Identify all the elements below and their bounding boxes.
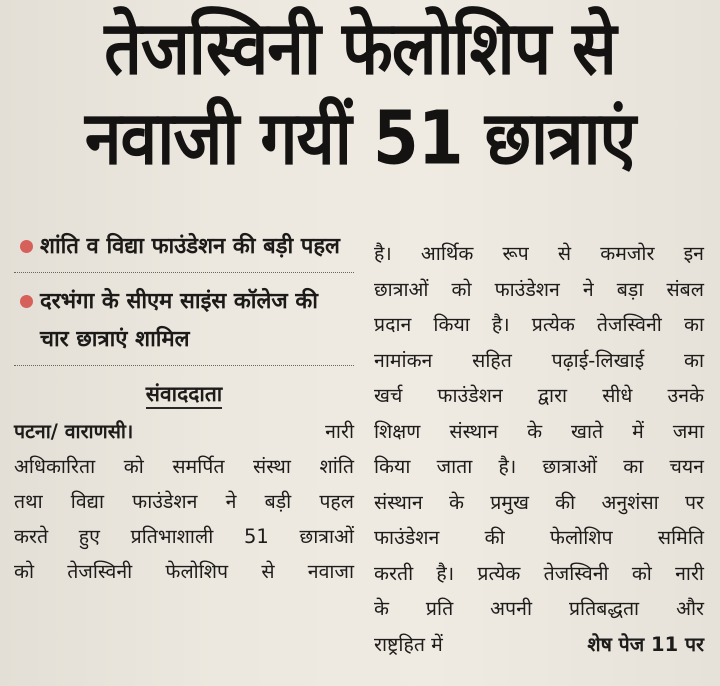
body-line — [374, 627, 704, 662]
body-line: के प्रति अपनी प्रतिबद्धता और — [374, 597, 704, 620]
body-line: शिक्षण संस्थान के खाते में जमा — [374, 419, 704, 443]
bullet-dot-icon — [20, 240, 33, 253]
right-body — [374, 236, 704, 662]
highlight-text: शांति व विद्या फाउंडेशन की बड़ी पहल — [40, 234, 340, 259]
body-line: करती है। प्रत्येक तेजस्विनी को नारी — [374, 561, 704, 585]
body-line: अधिकारिता को समर्पित संस्था शांति — [14, 455, 354, 478]
body-line: है। आर्थिक रूप से कमजोर इन — [374, 242, 704, 265]
body-line: को तेजस्विनी फेलोशिप से नवाजा — [14, 560, 354, 583]
body-line-text: राष्ट्रहित में — [374, 632, 443, 656]
body-line: खर्च फाउंडेशन द्वारा सीधे उनके — [374, 384, 704, 407]
body-line: तथा विद्या फाउंडेशन ने बड़ी पहल — [14, 490, 354, 513]
headline — [30, 4, 690, 184]
left-column — [14, 228, 354, 589]
body-line: फाउंडेशन की फेलोशिप समिति — [374, 526, 704, 549]
body-line: प्रदान किया है। प्रत्येक तेजस्विनी का — [374, 313, 704, 336]
headline-line-1: तेजस्विनी फेलोशिप से — [104, 5, 616, 92]
highlight-text: दरभंगा के सीएम साइंस कॉलेज की चार छात्राएं शामिल — [40, 289, 318, 352]
continued-on-page: शेष पेज 11 पर — [587, 632, 704, 656]
divider — [14, 365, 354, 366]
body-line: करते हुए प्रतिभाशाली 51 छात्राओं — [14, 525, 354, 548]
body-line: किया जाता है। छात्राओं का चयन — [374, 455, 704, 478]
body-line: छात्राओं को फाउंडेशन ने बड़ा संबल — [374, 277, 704, 301]
headline-line-2: नवाजी गयीं 51 छात्राएं — [84, 95, 636, 182]
body-line-text: नारी — [325, 420, 354, 443]
body-line: नामांकन सहित पढ़ाई-लिखाई का — [374, 348, 704, 372]
highlight-item — [14, 283, 354, 359]
bullet-dot-icon — [20, 295, 33, 308]
highlight-item — [14, 228, 354, 266]
dateline: पटना/ वाराणसी। — [14, 420, 134, 443]
divider — [14, 272, 354, 273]
left-body — [14, 414, 354, 589]
body-line — [14, 414, 354, 449]
body-line: संस्थान के प्रमुख की अनुशंसा पर — [374, 490, 704, 514]
right-column — [374, 236, 704, 662]
byline-text: संवाददाता — [146, 382, 222, 409]
byline — [14, 380, 354, 408]
